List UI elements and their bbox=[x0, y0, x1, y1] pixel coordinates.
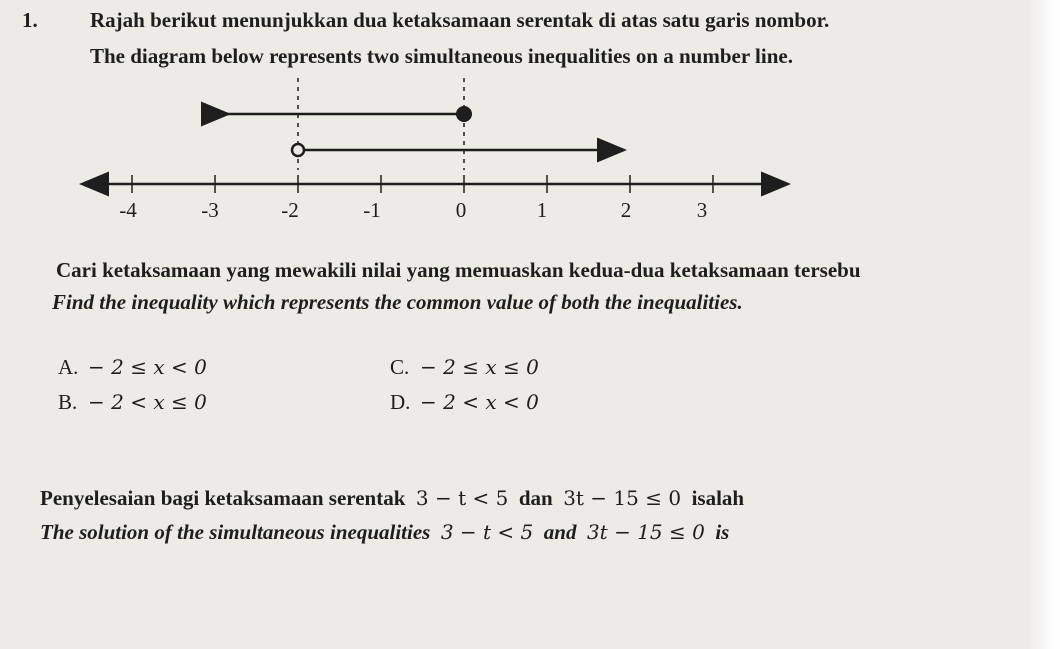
option-text: − 2 ≤ x ≤ 0 bbox=[420, 355, 539, 379]
tick-label: -2 bbox=[281, 198, 299, 222]
next-malay-expr1: 3 − t < 5 bbox=[415, 486, 509, 510]
next-english-suffix: is bbox=[715, 520, 730, 544]
tick-label: 0 bbox=[455, 198, 467, 222]
option-b[interactable] bbox=[58, 390, 207, 415]
option-letter: D. bbox=[390, 390, 411, 414]
option-text: − 2 < x ≤ 0 bbox=[88, 390, 207, 414]
next-question-malay bbox=[40, 486, 744, 511]
prompt-malay: Cari ketaksamaan yang mewakili nilai yang memuaskan kedua-dua ketaksamaan tersebu bbox=[56, 258, 861, 282]
option-letter: B. bbox=[58, 390, 78, 414]
next-malay-conj: dan bbox=[518, 486, 553, 510]
next-english-conj: and bbox=[543, 520, 577, 544]
next-malay-expr2: 3t − 15 ≤ 0 bbox=[563, 486, 682, 510]
next-malay-suffix: isalah bbox=[691, 486, 745, 510]
tick-label: 1 bbox=[536, 198, 548, 222]
option-text: − 2 ≤ x < 0 bbox=[88, 355, 207, 379]
next-question-english bbox=[40, 520, 729, 545]
question-number: 1. bbox=[22, 8, 38, 32]
inequality-2-open-dot bbox=[292, 144, 304, 156]
next-english-prefix: The solution of the simultaneous inequalities bbox=[40, 520, 431, 544]
option-c[interactable] bbox=[390, 355, 539, 380]
next-malay-prefix: Penyelesaian bagi ketaksamaan serentak bbox=[40, 486, 406, 510]
option-letter: C. bbox=[390, 355, 410, 379]
option-text: − 2 < x < 0 bbox=[420, 390, 539, 414]
tick-label: -1 bbox=[363, 198, 381, 222]
next-english-expr2: 3t − 15 ≤ 0 bbox=[586, 520, 705, 544]
page-edge-highlight bbox=[1028, 0, 1060, 649]
tick-label: -4 bbox=[119, 198, 137, 222]
question-malay-text: Rajah berikut menunjukkan dua ketaksamaan serentak di atas satu garis nombor. bbox=[90, 8, 830, 32]
tick-label: -3 bbox=[201, 198, 219, 222]
question-english-text: The diagram below represents two simultaneous inequalities on a number line. bbox=[90, 44, 793, 68]
option-d[interactable] bbox=[390, 390, 539, 415]
option-letter: A. bbox=[58, 355, 79, 379]
tick-label: 2 bbox=[620, 198, 632, 222]
inequality-1-closed-dot bbox=[456, 106, 472, 122]
tick-label: 3 bbox=[696, 198, 708, 222]
number-line-diagram bbox=[0, 72, 800, 232]
next-english-expr1: 3 − t < 5 bbox=[440, 520, 534, 544]
prompt-english: Find the inequality which represents the common value of both the inequalities. bbox=[52, 290, 743, 314]
option-a[interactable] bbox=[58, 355, 207, 380]
